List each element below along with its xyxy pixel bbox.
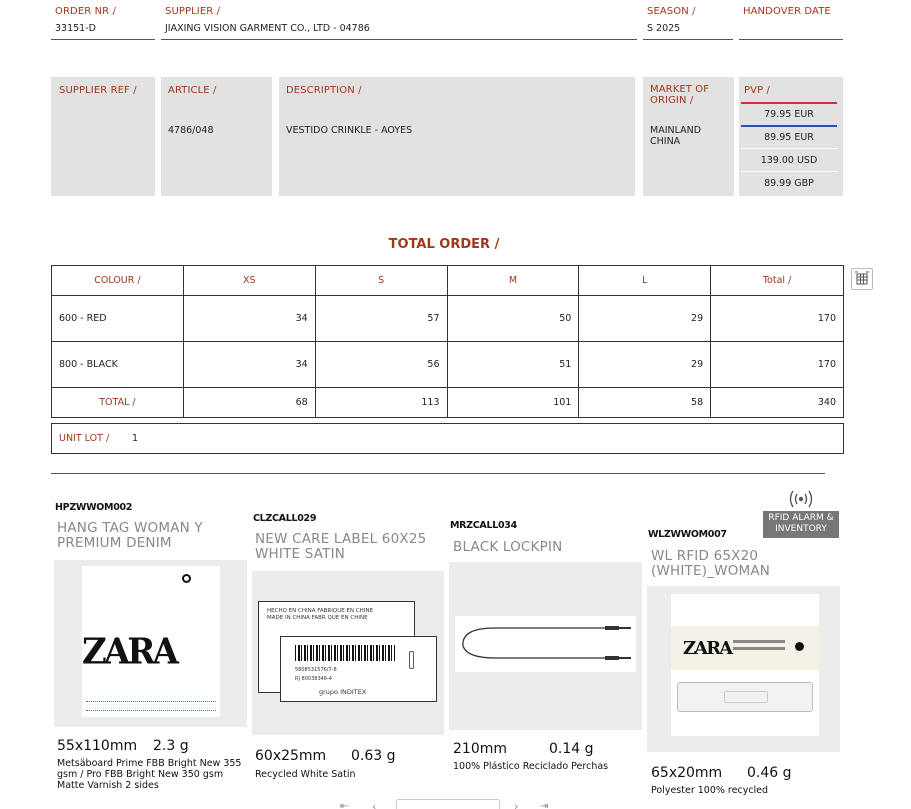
row-l: 29 [579,296,711,342]
total-order-table [51,265,844,418]
next-page-icon[interactable]: › [514,800,519,809]
product-material-line1: 100% Plástico Reciclado Perchas [453,761,609,772]
product-material-line3: Matte Varnish 2 sides [57,780,159,791]
lockpin-image [449,562,642,730]
product-name-line1: WL RFID 65X20 [651,548,759,564]
row-xs: 34 [183,342,315,388]
table-header-row [52,266,844,296]
col-s-header: S [315,266,447,296]
hang-tag-barcode-strip [86,701,216,711]
row-l: 29 [579,342,711,388]
product-size: 65x20mm [651,765,723,781]
row-total: 170 [711,342,844,388]
price-eur-2: 89.95 EUR [764,132,814,143]
description-value: VESTIDO CRINKLE - AOYES [286,125,413,136]
care-label-front [280,636,437,702]
price-eur-1: 79.95 EUR [764,109,814,120]
product-name-line1: HANG TAG WOMAN Y [57,520,203,536]
total-order-title: TOTAL ORDER / [388,237,500,252]
article-label: ARTICLE / [168,85,217,96]
supplier-value: JIAXING VISION GARMENT CO., LTD - 04786 [165,23,370,34]
season-underline [643,39,733,40]
hang-tag-image [54,560,247,727]
section-divider [51,473,825,474]
row-s: 56 [315,342,447,388]
article-value: 4786/048 [168,125,214,136]
hang-tag-hole [182,574,191,583]
totals-label: TOTAL / [52,388,184,418]
row-s: 57 [315,296,447,342]
rfid-chip [677,682,813,712]
rfid-signal-icon [787,489,815,509]
pvp-divider-1 [741,148,837,149]
unit-lot-value: 1 [132,433,139,444]
market-origin-value: MAINLAND CHINA [650,125,702,147]
lockpin-drawing [455,616,636,672]
rfid-label-card [671,594,819,736]
row-m: 51 [447,342,579,388]
lockpin-card [455,616,636,672]
table-row [52,296,844,342]
product-name-line2: PREMIUM DENIM [57,535,172,551]
description-label: DESCRIPTION / [286,85,362,96]
product-material-line1: Polyester 100% recycled [651,785,769,796]
col-colour-header: COLOUR / [52,266,184,296]
product-name-line1: NEW CARE LABEL 60X25 [255,531,427,547]
product-weight: 0.46 g [747,765,792,781]
order-nr-label: ORDER NR / [55,6,116,17]
totals-total: 340 [711,388,844,418]
table-options-icon[interactable] [851,268,873,290]
page-number-field[interactable] [396,799,500,809]
care-label-barcode [295,645,395,661]
care-label-ref: RJ 80038346-4 [295,676,332,682]
season-label: SEASON / [647,6,696,17]
rfid-badge-line2: INVENTORY [775,524,827,534]
product-name-line1: BLACK LOCKPIN [453,539,563,555]
market-origin-label-1: MARKET OF [650,84,710,95]
rfid-label-top [671,626,819,670]
row-total: 170 [711,296,844,342]
row-colour: 800 - BLACK [52,342,184,388]
rfid-badge [763,489,839,538]
rfid-label-text-line2 [733,647,785,650]
totals-row [52,388,844,418]
care-label-slot [409,651,414,669]
totals-s: 113 [315,388,447,418]
row-m: 50 [447,296,579,342]
prev-page-icon[interactable]: ‹ [372,800,377,809]
order-nr-underline [51,39,155,40]
product-code: HPZWWOM002 [55,502,133,513]
product-name-line2: WHITE SATIN [255,546,346,562]
pvp-divider-2 [741,171,837,172]
market-origin-box [643,77,734,196]
handover-date-underline [739,39,843,40]
viewer-toolbar [0,797,911,809]
rfid-badge-label [763,511,839,538]
rfid-label-logo: ZARA [683,638,732,659]
unit-lot-label: UNIT LOT / [59,433,110,444]
rfid-label-text-line1 [733,640,785,643]
totals-xs: 68 [183,388,315,418]
supplier-ref-label: SUPPLIER REF / [59,85,137,96]
price-gbp: 89.99 GBP [764,178,814,189]
pvp-blue-line [741,125,837,127]
row-colour: 600 - RED [52,296,184,342]
col-l-header: L [579,266,711,296]
care-label-text-1: HECHO EN CHINA FABRIQUE EN CHINE [267,608,373,614]
rfid-badge-line1: RFID ALARM & [768,513,834,523]
row-xs: 34 [183,296,315,342]
care-label-group: grupo INDITEX [319,688,367,696]
pvp-box [739,77,843,196]
first-page-icon[interactable]: ⇤ [340,801,349,809]
hang-tag-card [82,566,220,717]
product-code: WLZWWOM007 [648,529,727,540]
product-name-line2: (WHITE)_WOMAN [651,563,771,579]
col-m-header: M [447,266,579,296]
table-row [52,342,844,388]
hang-tag-logo: ZARA [82,631,176,673]
product-weight: 2.3 g [153,738,189,754]
pvp-label: PVP / [744,85,770,96]
last-page-icon[interactable]: ⇥ [540,801,549,809]
market-origin-label-2: ORIGIN / [650,95,694,106]
care-label-image [252,571,444,735]
col-total-header: Total / [711,266,844,296]
supplier-label: SUPPLIER / [165,6,221,17]
col-xs-header: XS [183,266,315,296]
rfid-label-dot [795,642,804,651]
product-material-line2: gsm / Pro FBB Bright New 350 gsm [57,769,224,780]
handover-date-label: HANDOVER DATE [743,6,831,17]
unit-lot-box [51,423,844,454]
product-material-line1: Metsäboard Prime FBB Bright New 355 [57,758,242,769]
product-size: 55x110mm [57,738,138,754]
article-box [161,77,272,196]
product-size: 60x25mm [255,748,327,764]
supplier-ref-box [51,77,155,196]
order-nr-value: 33151-D [55,23,96,34]
product-weight: 0.14 g [549,741,594,757]
product-weight: 0.63 g [351,748,396,764]
season-value: S 2025 [647,23,681,34]
care-label-text-2: MADE IN CHINA FABR QUE EN CHINE [267,615,368,621]
totals-l: 58 [579,388,711,418]
price-usd: 139.00 USD [760,155,818,166]
care-label-barcode-number: 5808531576/7-8 [295,667,337,673]
product-code: MRZCALL034 [450,520,517,531]
product-code: CLZCALL029 [253,513,317,524]
pvp-red-line [741,102,837,104]
supplier-underline [161,39,637,40]
totals-m: 101 [447,388,579,418]
description-box [279,77,635,196]
product-size: 210mm [453,741,507,757]
rfid-label-image [647,586,840,752]
product-material-line1: Recycled White Satin [255,769,356,780]
rfid-antenna [724,691,768,703]
